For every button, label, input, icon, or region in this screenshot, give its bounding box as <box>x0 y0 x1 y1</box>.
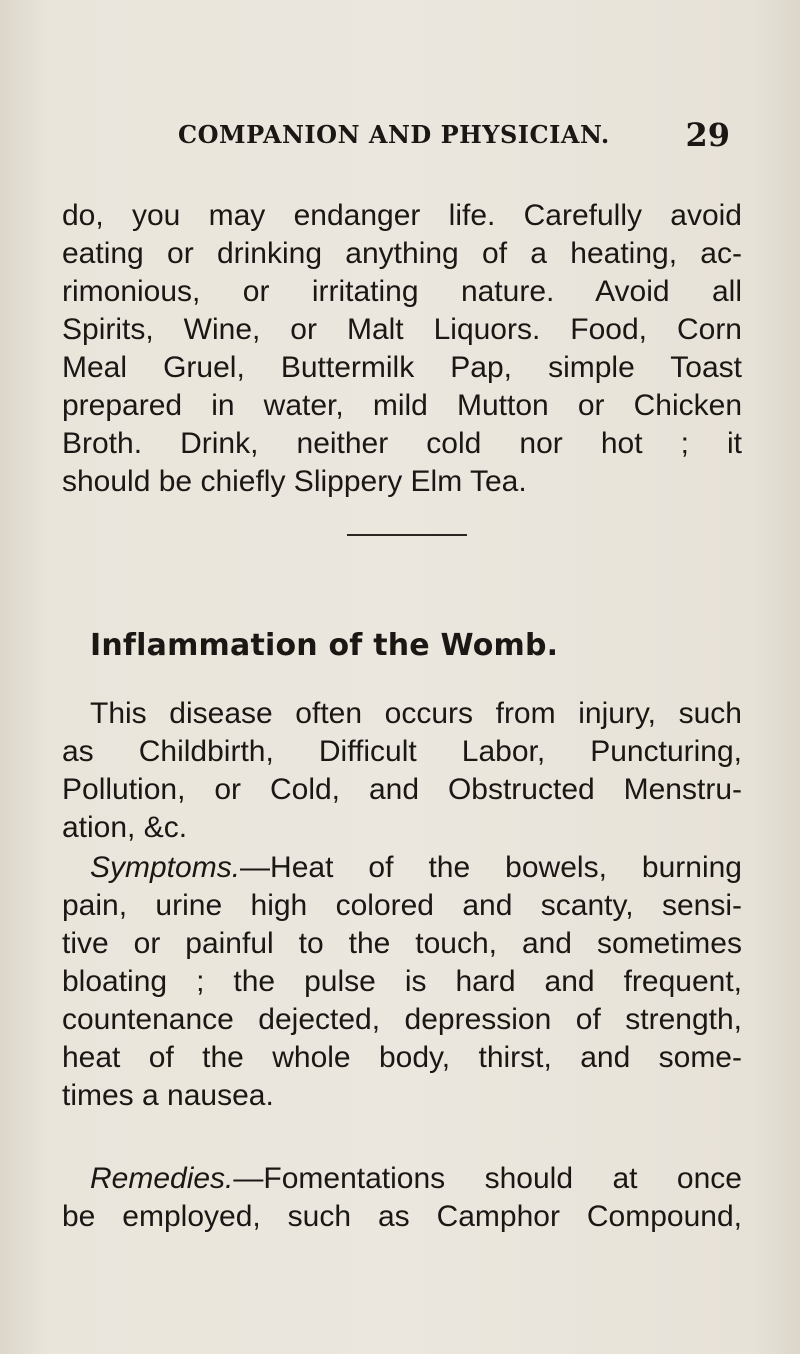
text-line: Broth. Drink, neither cold nor hot ; it <box>62 427 742 460</box>
text-line: as Childbirth, Difficult Labor, Puncturing, <box>62 735 742 768</box>
text-line: bloating ; the pulse is hard and frequent, <box>62 965 742 998</box>
text-line: Spirits, Wine, or Malt Liquors. Food, Corn <box>62 313 742 346</box>
text-line <box>62 849 742 887</box>
text-fragment: —Heat of the bowels, burning <box>240 851 742 884</box>
text-line: should be chiefly Slippery Elm Tea. <box>62 465 527 498</box>
text-line: ation, &c. <box>62 811 188 844</box>
text-line: prepared in water, mild Mutton or Chicken <box>62 389 742 422</box>
text-line: times a nausea. <box>62 1079 274 1112</box>
paragraph-symptoms <box>62 849 742 1115</box>
paragraph-continuation <box>62 197 742 501</box>
remedies-label: Remedies. <box>90 1162 234 1195</box>
paragraph-intro <box>62 695 742 847</box>
text-line: Pollution, or Cold, and Obstructed Menstru- <box>62 773 742 806</box>
text-line: rimonious, or irritating nature. Avoid all <box>62 275 742 308</box>
text-line: Meal Gruel, Buttermilk Pap, simple Toast <box>62 351 742 384</box>
paragraph-remedies <box>62 1160 742 1236</box>
text-line: tive or painful to the touch, and sometimes <box>62 927 742 960</box>
text-fragment: —Fomentations should at once <box>233 1162 742 1195</box>
text-line: eating or drinking anything of a heating, ac- <box>62 237 742 270</box>
section-heading: Inflammation of the Womb. <box>90 628 559 663</box>
running-head: COMPANION AND PHYSICIAN. <box>178 120 610 149</box>
page-number: 29 <box>685 116 730 154</box>
section-divider <box>347 534 467 536</box>
page-header <box>178 118 730 154</box>
symptoms-label: Symptoms. <box>90 851 241 884</box>
text-line: be employed, such as Camphor Compound, <box>62 1200 742 1233</box>
text-line: pain, urine high colored and scanty, sensi- <box>62 889 742 922</box>
text-line: countenance dejected, depression of strength, <box>62 1003 742 1036</box>
text-line: do, you may endanger life. Carefully avoid <box>62 199 742 232</box>
text-line: This disease often occurs from injury, such <box>90 697 742 730</box>
text-line <box>62 1160 742 1198</box>
text-line: heat of the whole body, thirst, and some- <box>62 1041 742 1074</box>
